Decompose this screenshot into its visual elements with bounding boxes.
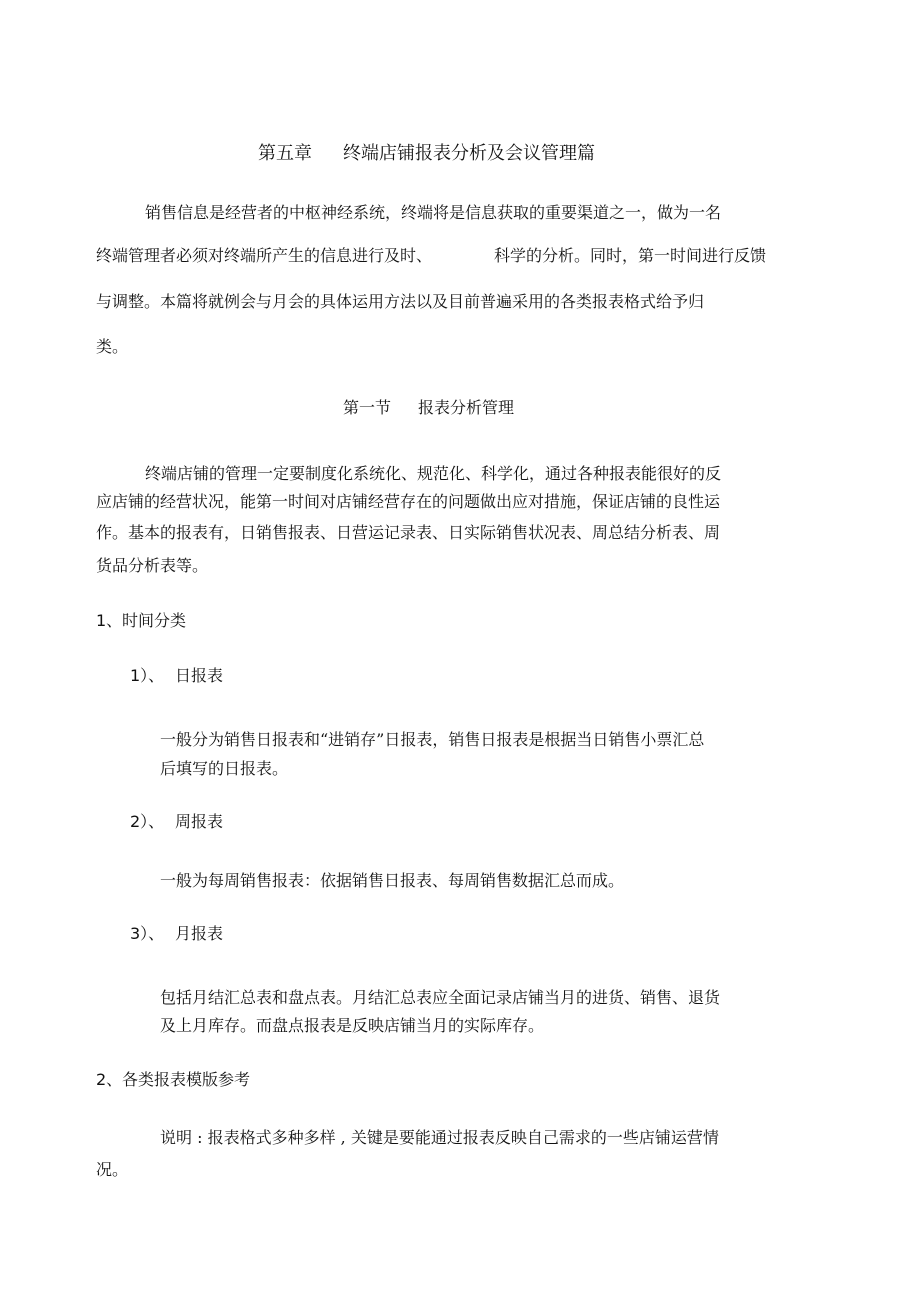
heading-1-number: 1、 xyxy=(96,611,123,630)
intro-line-4: 类。 xyxy=(96,337,129,356)
heading-1-text: 时间分类 xyxy=(122,611,187,630)
heading-2-text: 各类报表模版参考 xyxy=(122,1070,251,1089)
section-title: 报表分析管理 xyxy=(418,398,515,417)
sub-1-number: 1）、 xyxy=(130,666,165,685)
note-line-2: 况。 xyxy=(96,1160,129,1179)
sub-2-line-1: 一般为每周销售报表：依据销售日报表、每周销售数据汇总而成。 xyxy=(160,871,625,890)
sub-1-title: 日报表 xyxy=(175,666,224,685)
section-intro-line-4: 货品分析表等。 xyxy=(96,556,209,575)
chapter-title: 终端店铺报表分析及会议管理篇 xyxy=(343,143,595,164)
intro-line-3: 与调整。本篇将就例会与月会的具体运用方法以及目前普遍采用的各类报表格式给予归 xyxy=(96,292,705,311)
sub-1-line-1: 一般分为销售日报表和“进销存”日报表，销售日报表是根据当日销售小票汇总 xyxy=(160,730,705,749)
intro-line-2b: 科学的分析。同时，第一时间进行反馈 xyxy=(494,246,767,265)
intro-line-1: 销售信息是经营者的中枢神经系统，终端将是信息获取的重要渠道之一，做为一名 xyxy=(145,203,722,222)
sub-3-line-2: 及上月库存。而盘点报表是反映店铺当月的实际库存。 xyxy=(160,1016,545,1035)
section-intro-line-2: 应店铺的经营状况，能第一时间对店铺经营存在的问题做出应对措施，保证店铺的良性运 xyxy=(96,492,721,511)
sub-3-title: 月报表 xyxy=(175,924,224,943)
section-number: 第一节 xyxy=(343,398,392,417)
sub-1-line-2: 后填写的日报表。 xyxy=(160,759,289,778)
intro-line-2a: 终端管理者必须对终端所产生的信息进行及时、 xyxy=(96,246,433,265)
heading-2-number: 2、 xyxy=(96,1070,123,1089)
sub-2-number: 2）、 xyxy=(130,812,165,831)
section-intro-line-1: 终端店铺的管理一定要制度化系统化、规范化、科学化，通过各种报表能很好的反 xyxy=(145,464,722,483)
chapter-number: 第五章 xyxy=(258,143,312,164)
section-intro-line-3: 作。基本的报表有，日销售报表、日营运记录表、日实际销售状况表、周总结分析表、周 xyxy=(96,523,721,542)
note-line-1: 说明 : 报表格式多种多样 , 关键是要能通过报表反映自己需求的一些店铺运营情 xyxy=(160,1128,719,1147)
sub-3-line-1: 包括月结汇总表和盘点表。月结汇总表应全面记录店铺当月的进货、销售、退货 xyxy=(160,988,721,1007)
sub-2-title: 周报表 xyxy=(175,812,224,831)
sub-3-number: 3）、 xyxy=(130,924,165,943)
